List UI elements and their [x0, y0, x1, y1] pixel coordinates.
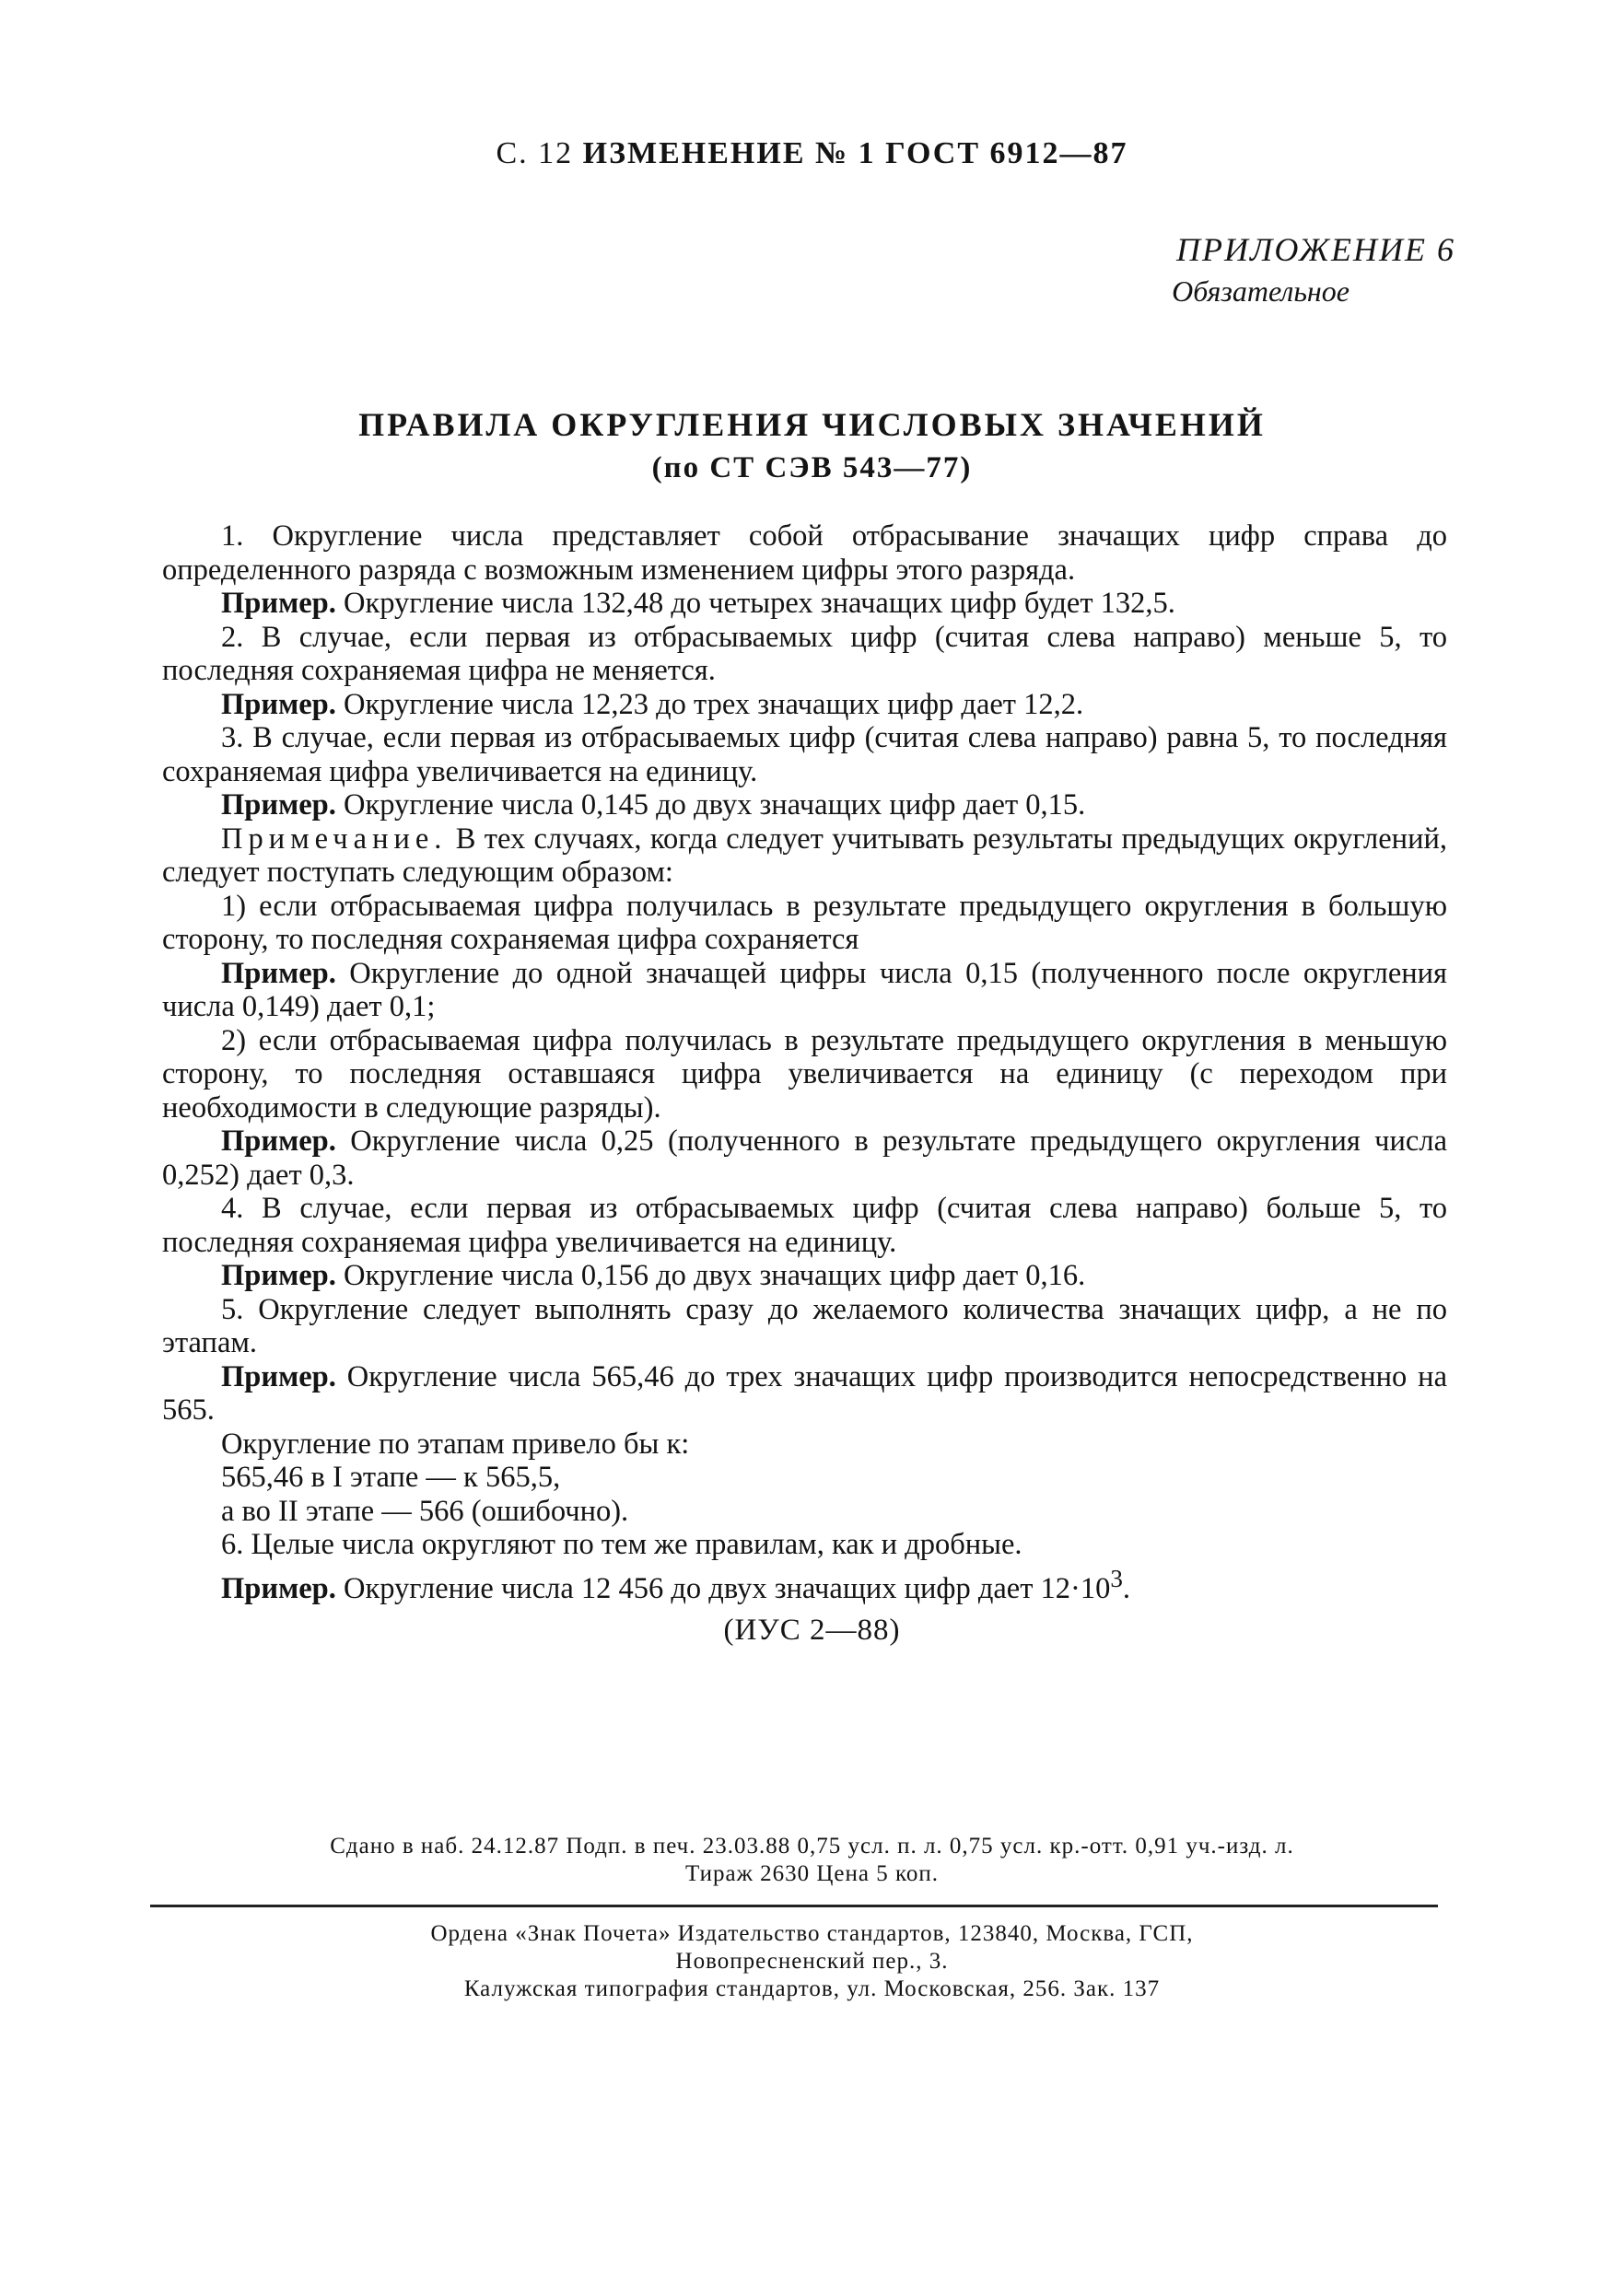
rule-5: 5. Округление следует выполнять сразу до желаемого количества значащих цифр, а не по этапам.: [162, 1292, 1447, 1359]
rule-6-example: Пример. Округление числа 12 456 до двух значащих цифр дает $12\cdot 10^3$.: [221, 1564, 1131, 1605]
imprint-line-2: Тираж 2630 Цена 5 коп.: [684, 1861, 940, 1886]
divider: [150, 1905, 1438, 1907]
page-header: [0, 136, 1624, 171]
rule-2: 2. В случае, если первая из отбрасываемых цифр (считая слева направо) меньше 5, то последняя сохраняемая цифра не меняется.: [162, 620, 1447, 687]
rule-4-example: Пример. Округление числа 0,156 до двух значащих цифр дает 0,16.: [221, 1259, 1086, 1292]
publisher-line-2: Новопресненский пер., 3.: [675, 1949, 949, 1974]
example-label: Пример.: [221, 956, 336, 990]
rule-1: 1. Округление числа представляет собой отбрасывание значащих цифр справа до определенного разряда с возможным изменением цифры этого разряда.: [162, 519, 1447, 587]
rule-5-stages: Округление по этапам привело бы к:: [221, 1427, 690, 1461]
publisher-line-1: Ордена «Знак Почета» Издательство стандартов, 123840, Москва, ГСП,: [430, 1921, 1194, 1946]
rule-5-stage-1: 565,46 в I этапе — к 565,5,: [221, 1461, 561, 1494]
rule-4: 4. В случае, если первая из отбрасываемых цифр (считая слева направо) больше 5, то последняя сохраняемая цифра увеличивается на единицу.: [162, 1192, 1447, 1259]
document-title: ПРАВИЛА ОКРУГЛЕНИЯ ЧИСЛОВЫХ ЗНАЧЕНИЙ: [358, 406, 1266, 443]
example-label: Пример.: [221, 1571, 336, 1605]
example-label: Пример.: [221, 587, 336, 620]
note-item-2: 2) если отбрасываемая цифра получилась в результате предыдущего округления в меньшую сторону, то последняя оставшаяся цифра увеличивается на единицу (с переходом при необходимости в следующие разряды).: [162, 1023, 1447, 1125]
rule-5-stage-2: а во II этапе — 566 (ошибочно).: [221, 1494, 629, 1528]
note-label: Примечание.: [221, 822, 448, 856]
example-label: Пример.: [221, 788, 336, 822]
note-item-2-example: Пример. Округление числа 0,25 (полученного в результате предыдущего округления числа 0,252) дает 0,3.: [162, 1125, 1447, 1192]
print-imprint: [111, 1833, 1513, 1888]
rule-1-example: Пример. Округление числа 132,48 до четырех значащих цифр будет 132,5.: [221, 587, 1175, 620]
rule-6: 6. Целые числа округляют по тем же правилам, как и дробные.: [221, 1528, 1022, 1561]
publisher-line-3: Калужская типография стандартов, ул. Московская, 256. Зак. 137: [463, 1976, 1161, 2001]
source-note: (ИУС 2—88): [723, 1614, 901, 1647]
example-label: Пример.: [221, 1259, 336, 1292]
appendix-label: ПРИЛОЖЕНИЕ 6: [1176, 231, 1455, 268]
rule-2-example: Пример. Округление числа 12,23 до трех значащих цифр дает 12,2.: [221, 687, 1084, 721]
example-label: Пример.: [221, 1359, 336, 1393]
publisher-info: [111, 1920, 1513, 2003]
document-subtitle: (по СТ СЭВ 543—77): [651, 451, 973, 484]
exponent: 3: [1110, 1564, 1123, 1592]
note: Примечание. В тех случаях, когда следует учитывать результаты предыдущих округлений, следует поступать следующим образом:: [162, 822, 1447, 889]
imprint-line-1: Сдано в наб. 24.12.87 Подп. в печ. 23.03.88 0,75 усл. п. л. 0,75 усл. кр.-отт. 0,91 уч.-изд. л.: [330, 1834, 1294, 1859]
page-number: С. 12: [496, 136, 574, 170]
example-label: Пример.: [221, 1125, 336, 1158]
rule-3-example: Пример. Округление числа 0,145 до двух значащих цифр дает 0,15.: [221, 788, 1086, 822]
appendix-status: Обязательное: [1172, 274, 1349, 308]
rule-5-example: Пример. Округление числа 565,46 до трех значащих цифр производится непосредственно на 565.: [162, 1359, 1447, 1427]
example-label: Пример.: [221, 687, 336, 721]
rule-3: 3. В случае, если первая из отбрасываемых цифр (считая слева направо) равна 5, то последняя сохраняемая цифра увеличивается на единицу.: [162, 721, 1447, 788]
rules-body: [162, 519, 1447, 1605]
note-item-1: 1) если отбрасываемая цифра получилась в результате предыдущего округления в большую сторону, то последняя сохраняемая цифра сохраняется: [162, 889, 1447, 956]
note-item-1-example: Пример. Округление до одной значащей цифры числа 0,15 (полученного после округления числа 0,149) дает 0,1;: [162, 956, 1448, 1023]
amendment-title: ИЗМЕНЕНИЕ № 1 ГОСТ 6912—87: [582, 136, 1128, 170]
